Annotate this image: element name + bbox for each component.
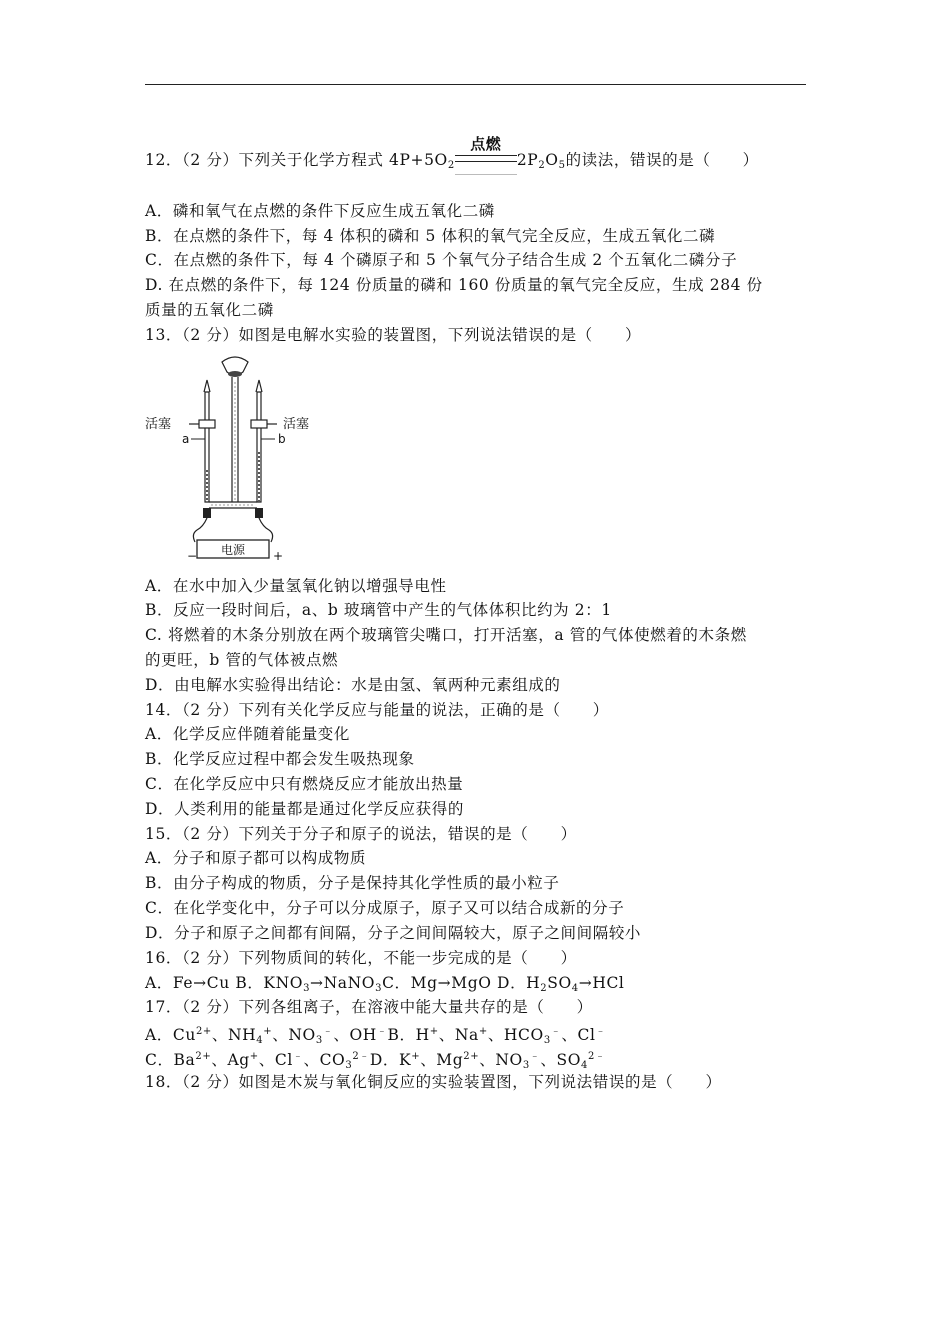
equals-sign — [455, 155, 517, 162]
tube-a — [205, 392, 209, 502]
q17-options-ab: A．$Cu^{2+}$、$NH_4^+$、$NO_3^﹣$、OH﹣B．H+、Na+、$HCO_3^﹣$、Cl﹣ — [145, 1026, 607, 1046]
electrode-left-icon — [203, 508, 211, 518]
q14-option-d: D．人类利用的能量都是通过化学反应获得的 — [145, 800, 464, 818]
q14-option-b: B．化学反应过程中都会发生吸热现象 — [145, 750, 415, 768]
q12-option-c: C．在点燃的条件下，每 4 个磷原子和 5 个氧气分子结合生成 2 个五氧化二磷分子 — [145, 251, 738, 269]
q12-option-b: B．在点燃的条件下，每 4 体积的磷和 5 体积的氧气完全反应，生成五氧化二磷 — [145, 227, 716, 245]
minus-label: − — [187, 549, 198, 562]
q12-option-d-cont: 质量的五氧化二磷 — [145, 301, 274, 319]
plus-label: + — [273, 549, 284, 562]
valve-left-icon — [199, 420, 215, 428]
electrode-right-icon — [255, 508, 263, 518]
tube-b-label: b — [278, 432, 286, 446]
q13-option-c-cont: 的更旺，b 管的气体被点燃 — [145, 651, 339, 669]
funnel-liquid — [228, 371, 242, 377]
q15-stem: 15．（2 分）下列关于分子和原子的说法，错误的是（ ） — [145, 825, 577, 843]
q18-stem: 18．（2 分）如图是木炭与氧化铜反应的实验装置图，下列说法错误的是（ ） — [145, 1073, 722, 1091]
valve-right-icon — [251, 420, 267, 428]
q15-option-d: D．分子和原子之间都有间隔，分子之间间隔较大，原子之间间隔较小 — [145, 924, 642, 942]
right-valve-label: 活塞 — [283, 417, 310, 432]
q12-option-a: A．磷和氧气在点燃的条件下反应生成五氧化二磷 — [145, 202, 495, 220]
left-valve-label: 活塞 — [145, 417, 172, 432]
q16-options: A．Fe→Cu B．$KNO_3\to NaNO_3C$．Mg→MgO D．$H_2SO_4\to HCl$ — [145, 974, 625, 994]
q17-stem: 17．（2 分）下列各组离子，在溶液中能大量共存的是（ ） — [145, 998, 593, 1016]
q12-stem: 12．（2 分）下列关于化学方程式 $4P+5O_2$ 点燃 $2P_2O_5$的读法，错误的是（ ） — [145, 150, 759, 176]
reaction-condition: 点燃 — [455, 150, 517, 170]
q13-option-d: D．由电解水实验得出结论：水是由氢、氧两种元素组成的 — [145, 676, 561, 694]
q14-stem: 14．（2 分）下列有关化学反应与能量的说法，正确的是（ ） — [145, 701, 609, 719]
q13-option-b: B．反应一段时间后，a、b 玻璃管中产生的气体体积比约为 2：1 — [145, 601, 612, 619]
q13-option-a: A．在水中加入少量氢氧化钠以增强导电性 — [145, 577, 447, 595]
power-label: 电源 — [220, 543, 246, 557]
q17-options-cd: C．$Ba^{2+}$、Ag+、Cl﹣、$CO_3^{2﹣}D$．K+、$Mg^{2+}$、$NO_3^﹣$、$SO_4^{2﹣}$ — [145, 1051, 606, 1071]
q14-option-a: A．化学反应伴随着能量变化 — [145, 725, 350, 743]
q12-option-d: D. 在点燃的条件下，每 124 份质量的磷和 160 份质量的氧气完全反应，生成 284 份 — [145, 276, 763, 294]
tube-a-label: a — [182, 432, 190, 446]
q13-stem: 13．（2 分）如图是电解水实验的装置图，下列说法错误的是（ ） — [145, 326, 642, 344]
electrolysis-apparatus-figure — [145, 352, 320, 562]
q15-option-c: C．在化学变化中，分子可以分成原子，原子又可以结合成新的分子 — [145, 899, 625, 917]
header-rule — [145, 84, 806, 85]
q15-option-b: B．由分子构成的物质，分子是保持其化学性质的最小粒子 — [145, 874, 560, 892]
q16-stem: 16．（2 分）下列物质间的转化，不能一步完成的是（ ） — [145, 949, 577, 967]
q15-option-a: A．分子和原子都可以构成物质 — [145, 849, 367, 867]
q13-option-c: C. 将燃着的木条分别放在两个玻璃管尖嘴口，打开活塞，a 管的气体使燃着的木条燃 — [145, 626, 747, 644]
q14-option-c: C．在化学反应中只有燃烧反应才能放出热量 — [145, 775, 464, 793]
